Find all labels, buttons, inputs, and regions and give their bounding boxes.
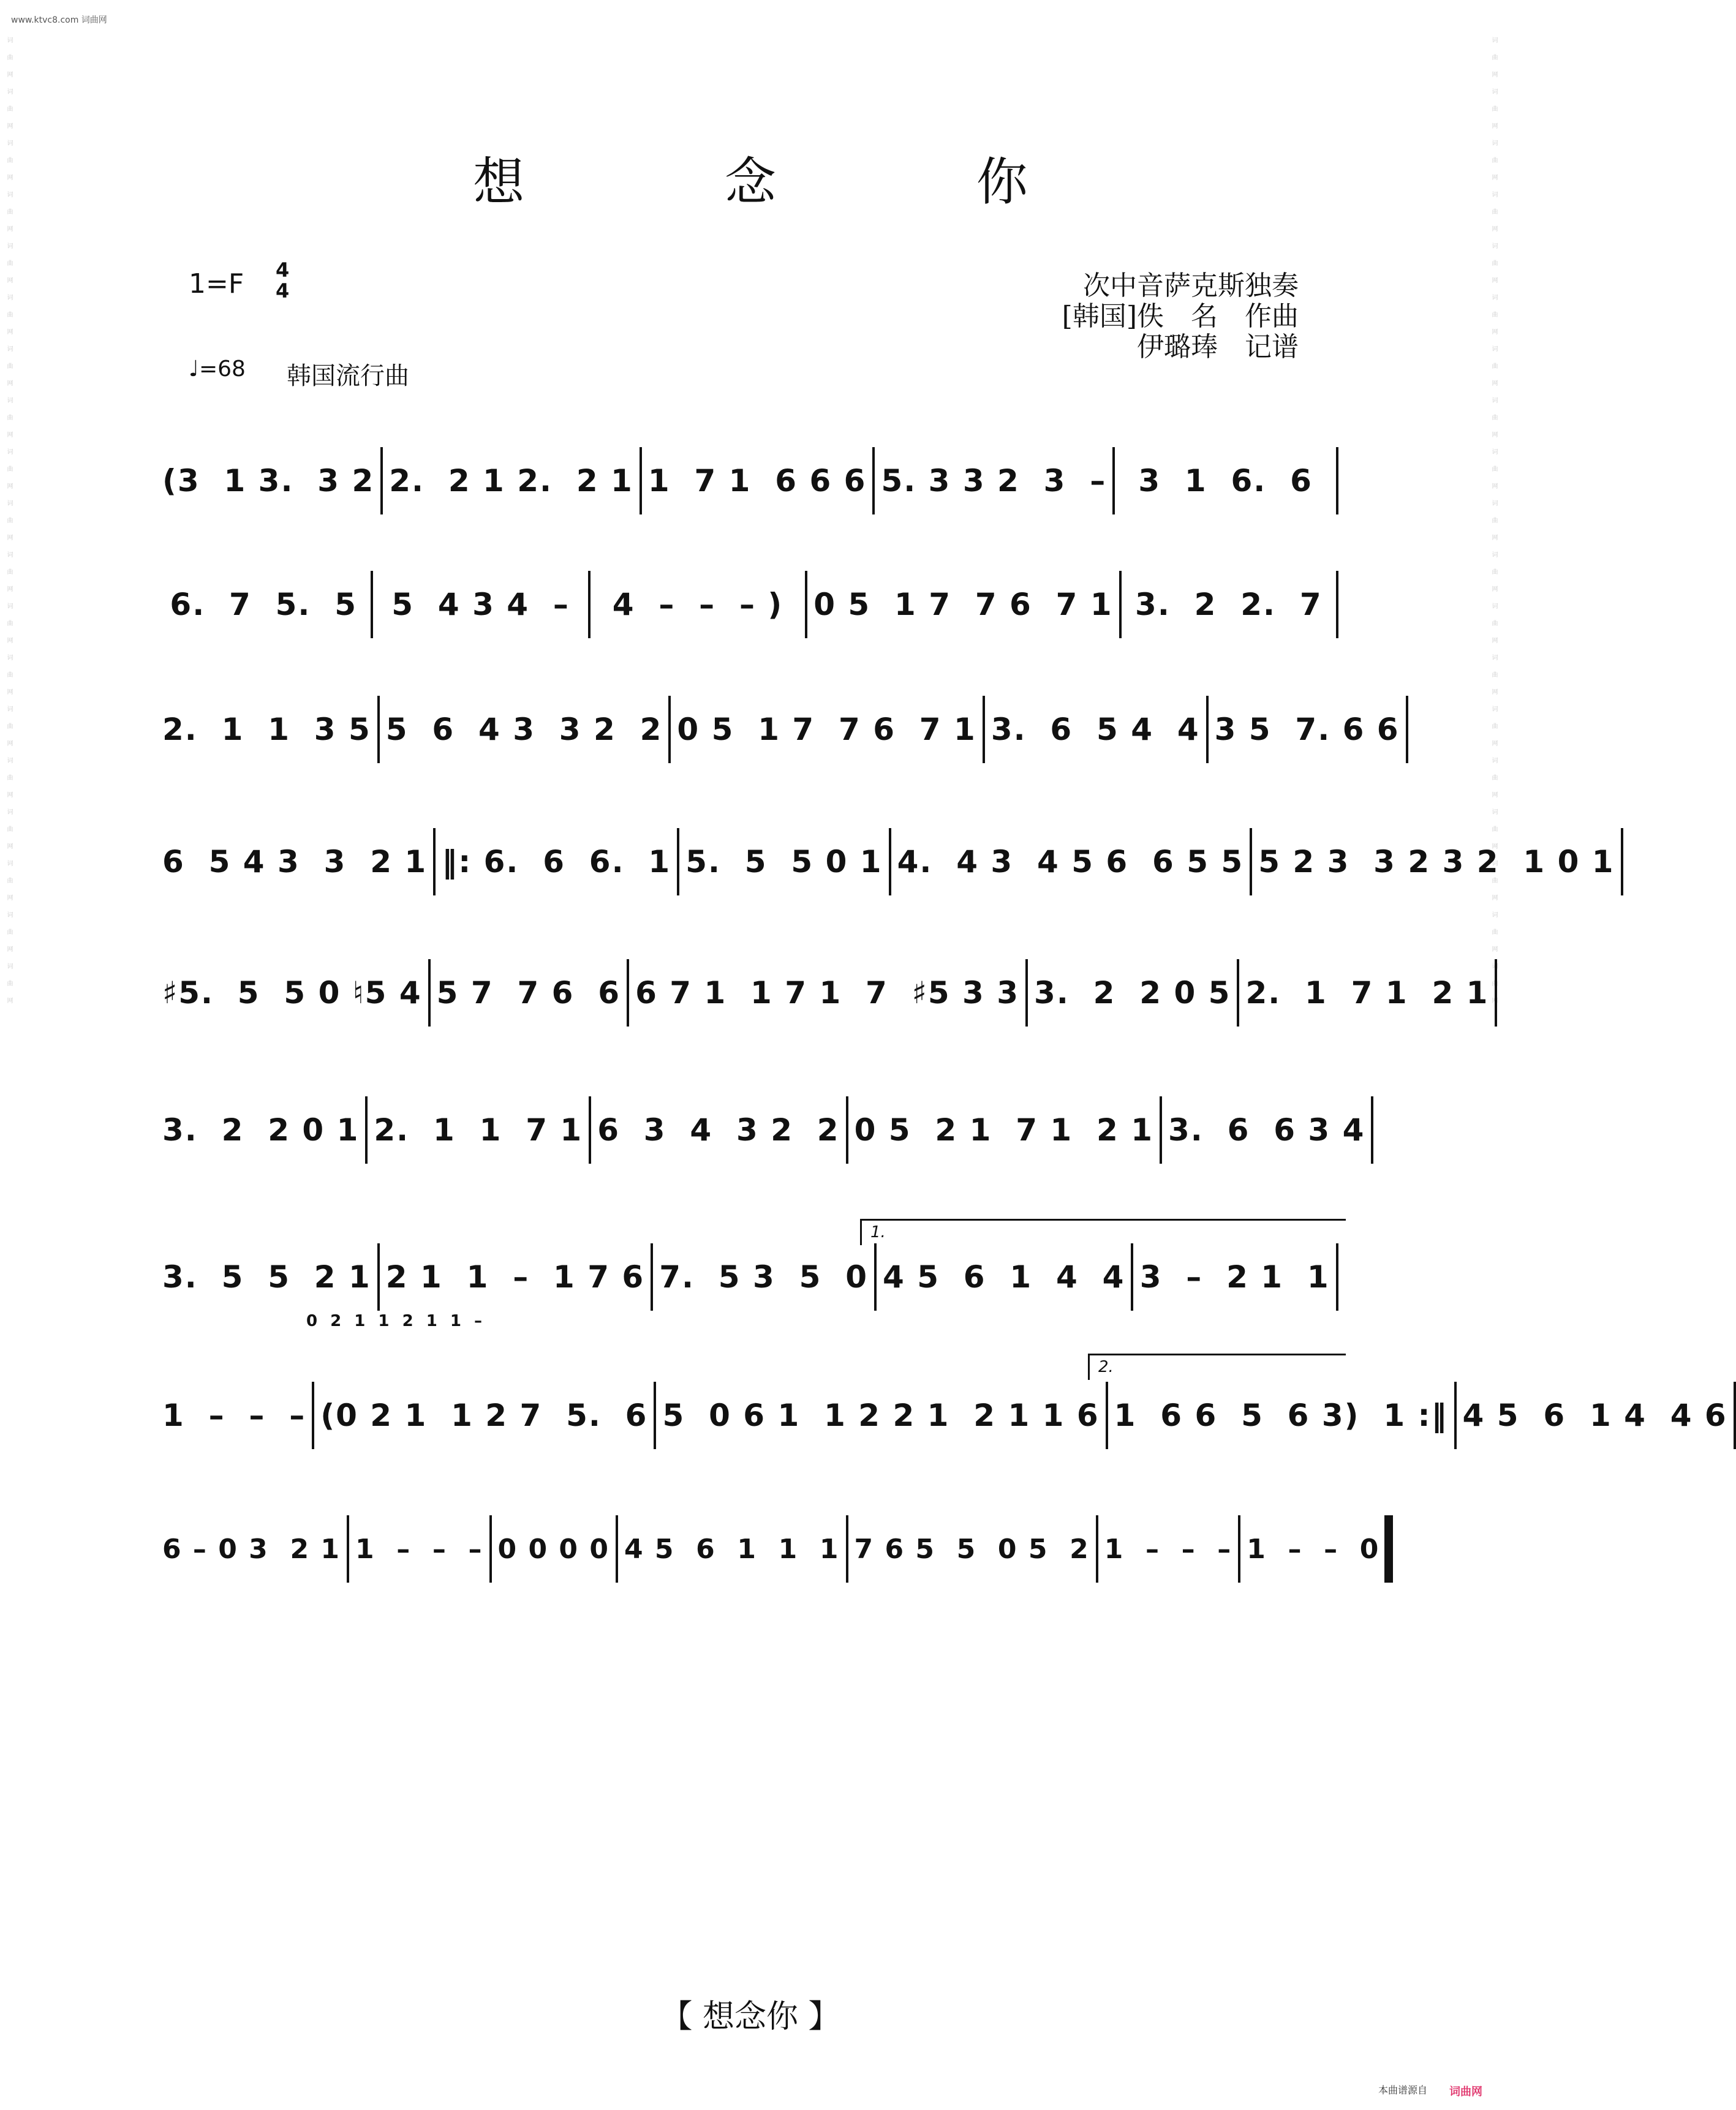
bar-line — [846, 1096, 848, 1164]
measure: 7. 5 3 5 0 — [659, 1259, 868, 1295]
measure: 5 6 4 3 3 2 2 — [385, 712, 663, 747]
bar-line — [1106, 1382, 1108, 1449]
measure: 3. 2 2 0 1 — [162, 1112, 360, 1148]
measure: 3 5 7. 6 6 — [1214, 712, 1400, 747]
footer-title: 【 想念你 】 — [660, 1999, 840, 2035]
bar-line — [1119, 571, 1122, 638]
measure: 1 – – – — [162, 1398, 306, 1433]
bar-line — [371, 571, 373, 638]
measure: 4 5 6 1 4 4 6 — [1462, 1398, 1727, 1433]
measure: 2. 1 7 1 2 1 — [1245, 975, 1489, 1011]
measure: 0 5 1 7 7 6 7 1 — [677, 712, 976, 747]
bar-line — [1734, 1382, 1736, 1449]
measure: 6 3 4 3 2 2 — [597, 1112, 840, 1148]
time-signature — [276, 260, 289, 301]
bar-line — [846, 1515, 848, 1583]
bar-line — [1131, 1243, 1133, 1311]
bar-line — [489, 1515, 492, 1583]
bar-line — [1237, 959, 1239, 1027]
bar-line — [1025, 959, 1028, 1027]
tempo-marking: ♩=68 — [189, 356, 246, 382]
bar-line — [312, 1382, 314, 1449]
measure: 6. 7 5. 5 — [170, 587, 357, 622]
measure: 4 – – – ) — [612, 587, 783, 622]
time-denominator: 4 — [276, 279, 290, 303]
bar-line — [428, 959, 431, 1027]
bar-line — [1206, 696, 1209, 763]
source-logo: 词曲网 — [1449, 2086, 1482, 2098]
time-numerator: 4 — [276, 258, 290, 282]
bar-line — [627, 959, 629, 1027]
measure: 1 7 1 6 6 6 — [647, 463, 867, 499]
measure: 5. 5 5 0 1 — [685, 844, 883, 880]
bar-line — [1096, 1515, 1098, 1583]
measure: 6 – 0 3 2 1 — [162, 1533, 341, 1565]
measure: 3. 6 5 4 4 — [991, 712, 1200, 747]
source-note: 本曲谱源自 — [1378, 2084, 1427, 2096]
measure: (0 2 1 1 2 7 5. 6 — [320, 1398, 648, 1433]
measure: 5. 3 3 2 3 – — [881, 463, 1107, 499]
measure: 1 – – 0 — [1247, 1533, 1380, 1565]
bar-line — [589, 1096, 591, 1164]
bar-line — [1495, 959, 1497, 1027]
measure: 3 – 2 1 1 — [1139, 1259, 1330, 1295]
bar-line — [872, 447, 875, 514]
song-title: 想 念 你 — [473, 152, 1120, 212]
measure: 2. 1 1 7 1 — [374, 1112, 583, 1148]
volta-label: 2. — [1098, 1358, 1114, 1376]
right-watermark: 词曲网词曲网词曲网词曲网词曲网词曲网词曲网词曲网词曲网词曲网词曲网词曲网词曲网词曲网词曲网词曲网词曲网词曲网词曲网 — [1490, 37, 1497, 1014]
bar-line — [640, 447, 642, 514]
bar-line — [377, 1243, 380, 1311]
bar-line — [1371, 1096, 1373, 1164]
measure: 2. 1 1 3 5 — [162, 712, 371, 747]
bar-line — [1384, 1515, 1393, 1583]
measure: 3. 2 2. 7 — [1135, 587, 1323, 622]
credit-line: 伊璐琫 记谱 — [1137, 331, 1299, 363]
bar-line — [654, 1382, 656, 1449]
bar-line — [1621, 828, 1623, 895]
bar-line — [347, 1515, 349, 1583]
measure: 5 7 7 6 6 — [436, 975, 621, 1011]
bar-line — [1160, 1096, 1162, 1164]
bar-line — [365, 1096, 368, 1164]
volta-label: 1. — [870, 1223, 886, 1242]
score-row — [162, 1102, 1365, 1158]
score-row — [162, 453, 1345, 508]
measure: ♯5. 5 5 0 ♮5 4 — [162, 975, 422, 1011]
score-row — [162, 965, 1489, 1020]
score-row — [162, 834, 1615, 889]
measure: 1 6 6 5 6 3) 1 :‖ — [1114, 1398, 1448, 1433]
measure: 1 – – – — [355, 1533, 483, 1565]
bar-line — [983, 696, 985, 763]
score-row — [162, 1521, 1380, 1577]
score-row — [162, 702, 1400, 757]
measure: 5 4 3 4 – — [391, 587, 570, 622]
measure: 0 5 1 7 7 6 7 1 — [813, 587, 1113, 622]
lower-voice-line: 0 2 1 1 2 1 1 – — [306, 1312, 486, 1330]
measure: 6 7 1 1 7 1 7 ♯5 3 3 — [635, 975, 1020, 1011]
measure: 7 6 5 5 0 5 2 — [854, 1533, 1090, 1565]
bar-line — [1336, 1243, 1338, 1311]
bar-line — [1238, 1515, 1240, 1583]
bar-line — [1112, 447, 1115, 514]
score-row — [162, 577, 1345, 632]
bar-line — [1336, 447, 1338, 514]
credit-line: 次中音萨克斯独奏 — [1083, 270, 1299, 301]
volta-first-ending — [860, 1219, 1346, 1245]
measure: 6 5 4 3 3 2 1 — [162, 844, 428, 880]
measure: 5 0 6 1 1 2 2 1 2 1 1 6 — [662, 1398, 1100, 1433]
measure: 4. 4 3 4 5 6 6 5 5 — [897, 844, 1244, 880]
bar-line — [651, 1243, 653, 1311]
bar-line — [433, 828, 436, 895]
measure: 3. 6 6 3 4 — [1168, 1112, 1365, 1148]
measure: (3 1 3. 3 2 — [162, 463, 375, 499]
bar-line — [377, 696, 380, 763]
credit-line: [韩国]佚 名 作曲 — [1062, 301, 1299, 332]
bar-line — [616, 1515, 618, 1583]
measure: ‖: 6. 6 6. 1 — [442, 844, 671, 880]
measure: 1 – – – — [1104, 1533, 1232, 1565]
bar-line — [874, 1243, 877, 1311]
bar-line — [1336, 571, 1338, 638]
measure: 4 5 6 1 1 1 — [624, 1533, 840, 1565]
bar-line — [677, 828, 679, 895]
score-row — [162, 1388, 1727, 1443]
bar-line — [1454, 1382, 1457, 1449]
measure: 3. 2 2 0 5 — [1034, 975, 1231, 1011]
measure: 3 1 6. 6 — [1138, 463, 1313, 499]
bar-line — [668, 696, 671, 763]
site-url: www.ktvc8.com 词曲网 — [11, 15, 107, 25]
measure: 2. 2 1 2. 2 1 — [389, 463, 633, 499]
left-watermark: 词曲网词曲网词曲网词曲网词曲网词曲网词曲网词曲网词曲网词曲网词曲网词曲网词曲网词曲网词曲网词曲网词曲网词曲网词曲网 — [6, 37, 12, 1014]
measure: 0 5 2 1 7 1 2 1 — [854, 1112, 1153, 1148]
measure: 3. 5 5 2 1 — [162, 1259, 371, 1295]
credits — [1062, 271, 1299, 363]
bar-line — [1406, 696, 1408, 763]
bar-line — [805, 571, 807, 638]
bar-line — [588, 571, 591, 638]
measure: 5 2 3 3 2 3 2 1 0 1 — [1258, 844, 1615, 880]
score-row — [162, 1249, 1345, 1305]
key-signature: 1=F — [189, 268, 244, 300]
bar-line — [889, 828, 891, 895]
measure: 4 5 6 1 4 4 — [883, 1259, 1125, 1295]
bar-line — [1250, 828, 1252, 895]
measure: 0 0 0 0 — [497, 1533, 609, 1565]
measure: 2 1 1 – 1 7 6 — [385, 1259, 645, 1295]
volta-second-ending — [1088, 1354, 1346, 1380]
style-label: 韩国流行曲 — [287, 362, 409, 390]
bar-line — [380, 447, 383, 514]
